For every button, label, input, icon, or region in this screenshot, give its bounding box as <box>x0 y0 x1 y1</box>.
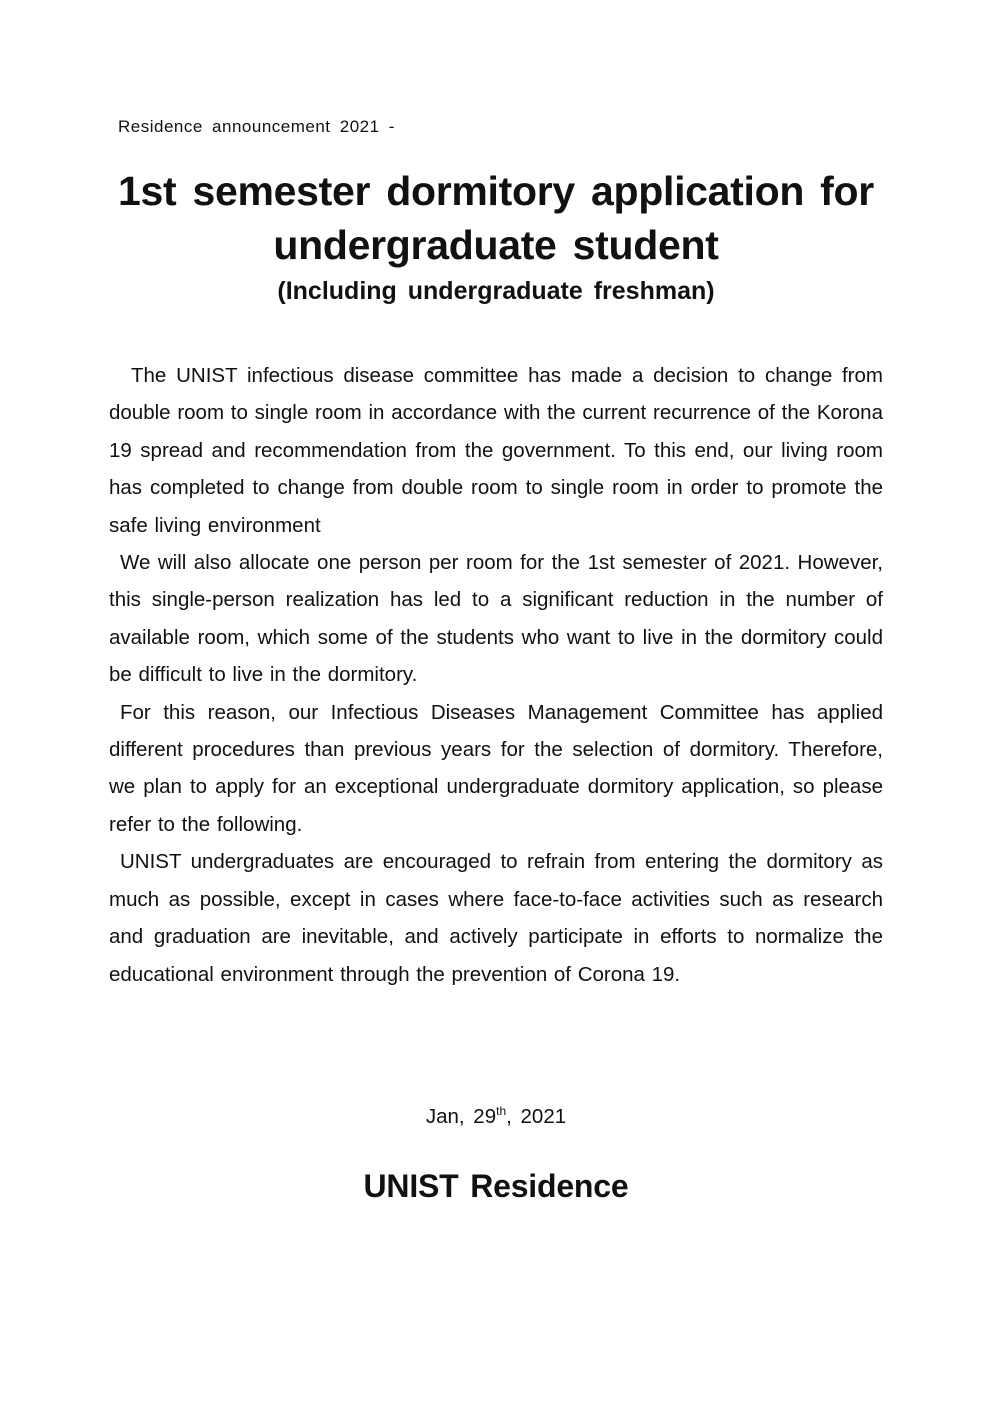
announcement-date <box>0 1104 992 1129</box>
announcement-body <box>109 357 883 993</box>
signature: UNIST Residence <box>363 1168 629 1204</box>
paragraph-1: The UNIST infectious disease committee has made a decision to change from double room to single room in accordance with the current recurrence of the Korona 19 spread and recommendation from the government. To this end, our living room has completed to change from double room to single room in order to promote the safe living environment <box>109 364 883 537</box>
page-title <box>0 164 992 272</box>
paragraph-2: We will also allocate one person per room for the 1st semester of 2021. However, this single-person realization has led to a significant reduction in the number of available room, which some of the students who want to live in the dormitory could be difficult to live in the dormitory. <box>109 551 883 687</box>
title-line-2: undergraduate student <box>273 222 719 268</box>
header-label: Residence announcement 2021 - <box>118 117 395 136</box>
date-ordinal: th <box>496 1104 507 1118</box>
paragraph-4: UNIST undergraduates are encouraged to refrain from entering the dormitory as much as possible, except in cases where face-to-face activities such as research and graduation are inevitable, and actively participate in efforts to normalize the educational environment through the prevention of Corona 19. <box>109 850 883 986</box>
title-line-1: 1st semester dormitory application for <box>118 168 874 214</box>
date-year: , 2021 <box>506 1104 567 1128</box>
paragraph-3: For this reason, our Infectious Diseases Management Committee has applied different procedures than previous years for the selection of dormitory. Therefore, we plan to apply for an exceptional undergraduate dormitory application, so please refer to the following. <box>109 700 883 836</box>
date-day: Jan, 29 <box>425 1104 497 1128</box>
page-subtitle: (Including undergraduate freshman) <box>277 277 715 305</box>
